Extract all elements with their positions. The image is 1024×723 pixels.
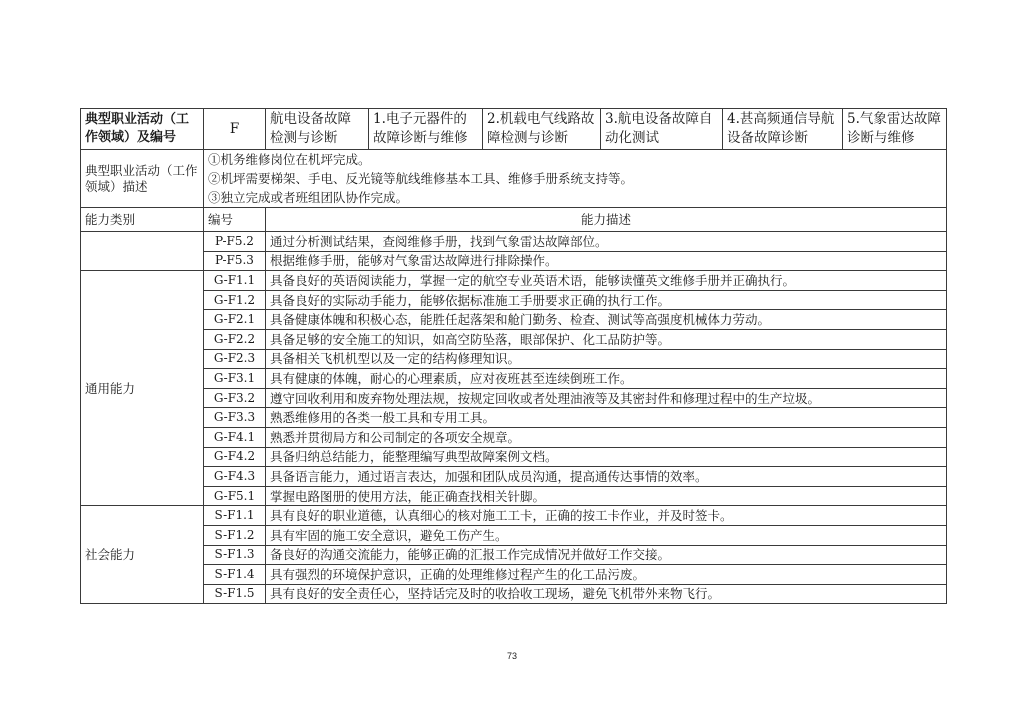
code-cell: G-F1.2: [204, 290, 266, 310]
table-row: [81, 545, 947, 565]
ability-description-cell: 具备足够的安全施工的知识，如高空防坠落，眼部保护、化工品防护等。: [266, 329, 947, 349]
ability-description-cell: 具备相关飞机机型以及一定的结构修理知识。: [266, 349, 947, 369]
table-row: [81, 310, 947, 330]
ability-description-cell: 具有良好的安全责任心，坚持话完及时的收拾收工现场，避免飞机带外来物飞行。: [266, 584, 947, 604]
table-row: [81, 525, 947, 545]
code-cell: S-F1.5: [204, 584, 266, 604]
code-cell: G-F4.3: [204, 467, 266, 487]
ability-description-cell: 具备语言能力，通过语言表达，加强和团队成员沟通，提高通传达事情的效率。: [266, 467, 947, 487]
description-line: ②机坪需要梯架、手电、反光镜等航线维修基本工具、维修手册系统支持等。: [208, 171, 634, 186]
table-row: [81, 584, 947, 604]
table-row: [81, 506, 947, 526]
code-cell: G-F2.3: [204, 349, 266, 369]
code-cell: S-F1.3: [204, 545, 266, 565]
ability-description-cell: 具有牢固的施工安全意识，避免工伤产生。: [266, 525, 947, 545]
header-row: [81, 109, 947, 150]
table-row: [81, 251, 947, 271]
category-cell: [81, 232, 204, 271]
category-cell: 通用能力: [81, 271, 204, 506]
table-row: [81, 388, 947, 408]
code-cell: G-F2.1: [204, 310, 266, 330]
table-row: [81, 349, 947, 369]
ability-description-cell: 具备良好的实际动手能力，能够依据标准施工手册要求正确的执行工作。: [266, 290, 947, 310]
ability-description-cell: 具有健康的体魄，耐心的心理素质，应对夜班甚至连续倒班工作。: [266, 369, 947, 389]
table-row: [81, 427, 947, 447]
code-cell: G-F1.1: [204, 271, 266, 291]
description-column-header: 能力描述: [266, 208, 947, 232]
category-column-header: 能力类别: [81, 208, 204, 232]
ability-description-cell: 具备良好的英语阅读能力，掌握一定的航空专业英语术语，能够读懂英文维修手册并正确执行。: [266, 271, 947, 291]
table-row: [81, 329, 947, 349]
code-cell: G-F3.3: [204, 408, 266, 428]
code-cell: S-F1.1: [204, 506, 266, 526]
table-row: [81, 565, 947, 585]
code-cell: G-F5.1: [204, 486, 266, 506]
ability-description-cell: 遵守回收利用和废弃物处理法规，按规定回收或者处理油液等及其密封件和修理过程中的生产垃圾。: [266, 388, 947, 408]
description-label-cell: 典型职业活动（工作领域）描述: [81, 150, 204, 208]
description-line: ③独立完成或者班组团队协作完成。: [208, 190, 409, 205]
code-cell: P-F5.2: [204, 232, 266, 252]
description-row: [81, 150, 947, 208]
code-column-header: 编号: [204, 208, 266, 232]
category-cell: 社会能力: [81, 506, 204, 604]
table-row: [81, 232, 947, 252]
task-cell-1: 1.电子元器件的故障诊断与维修: [369, 109, 483, 150]
table-row: [81, 290, 947, 310]
task-cell-3: 3.航电设备故障自动化测试: [601, 109, 723, 150]
activity-label-cell: 典型职业活动（工作领域）及编号: [81, 109, 204, 150]
table-row: [81, 447, 947, 467]
code-cell: S-F1.4: [204, 565, 266, 585]
table-row: [81, 271, 947, 291]
task-cell-5: 5.气象雷达故障诊断与维修: [843, 109, 947, 150]
activity-code-cell: F: [204, 109, 266, 150]
code-cell: G-F2.2: [204, 329, 266, 349]
description-line: ①机务维修岗位在机坪完成。: [208, 152, 371, 167]
code-cell: P-F5.3: [204, 251, 266, 271]
table-row: [81, 486, 947, 506]
ability-description-cell: 掌握电路图册的使用方法，能正确查找相关针脚。: [266, 486, 947, 506]
table-row: [81, 467, 947, 487]
table-row: [81, 369, 947, 389]
table-row: [81, 408, 947, 428]
code-cell: G-F3.1: [204, 369, 266, 389]
ability-description-cell: 具有良好的职业道德，认真细心的核对施工工卡，正确的按工卡作业，并及时签卡。: [266, 506, 947, 526]
code-cell: G-F4.1: [204, 427, 266, 447]
task-cell-4: 4.甚高频通信导航设备故障诊断: [723, 109, 843, 150]
column-header-row: [81, 208, 947, 232]
code-cell: G-F4.2: [204, 447, 266, 467]
ability-description-cell: 具有强烈的环境保护意识，正确的处理维修过程产生的化工品污废。: [266, 565, 947, 585]
activity-title-cell: 航电设备故障检测与诊断: [266, 109, 369, 150]
ability-description-cell: 具备归纳总结能力，能整理编写典型故障案例文档。: [266, 447, 947, 467]
task-cell-2: 2.机载电气线路故障检测与诊断: [483, 109, 601, 150]
page-number: 73: [506, 651, 517, 661]
code-cell: S-F1.2: [204, 525, 266, 545]
ability-description-cell: 熟悉并贯彻局方和公司制定的各项安全规章。: [266, 427, 947, 447]
code-cell: G-F3.2: [204, 388, 266, 408]
ability-description-cell: 具备健康体魄和积极心态，能胜任起落架和舱门勤务、检查、测试等高强度机械体力劳动。: [266, 310, 947, 330]
ability-description-cell: 通过分析测试结果，查阅维修手册，找到气象雷达故障部位。: [266, 232, 947, 252]
competency-table: [80, 108, 947, 604]
description-content-cell: [204, 150, 947, 208]
ability-description-cell: 备良好的沟通交流能力，能够正确的汇报工作完成情况并做好工作交接。: [266, 545, 947, 565]
ability-description-cell: 根据维修手册，能够对气象雷达故障进行排除操作。: [266, 251, 947, 271]
ability-description-cell: 熟悉维修用的各类一般工具和专用工具。: [266, 408, 947, 428]
